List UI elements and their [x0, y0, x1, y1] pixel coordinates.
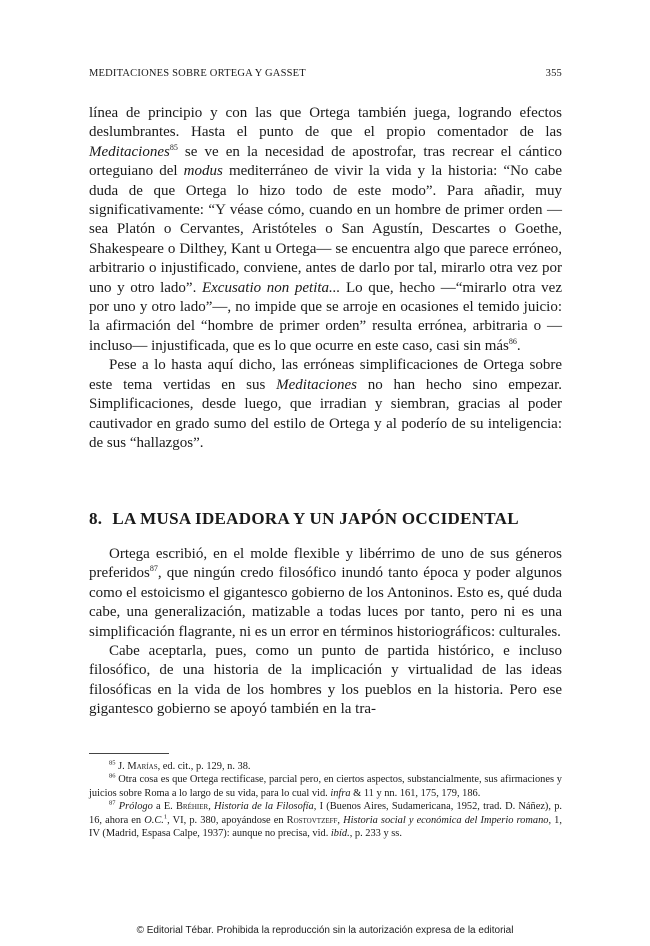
paragraph: línea de principio y con las que Ortega también juega, logrando efectos deslumbrantes. Hasta el punto de que el propio comentador de las Meditaciones$^{85}$ se ve en la necesidad de apostrofar, tras recrear el cántico orteguiano del modus mediterráneo de vivir la vida y la historia: “No cabe duda de que Ortega lo hizo todo de este modo”. Para añadir, muy significativamente: “Y véase cómo, cuando en un hombre de primer orden —sea Platón o Cervantes, Aristóteles o San Agustín, Descartes o Goethe, Shakespeare o Dilthey, Kant u Ortega— se encuentra algo que parece erróneo, arbitrario o injustificado, conviene, antes de darlo por tal, mirarlo otra vez por uno y otro lado”. Excusatio non petita... Lo que, hecho —“mirarlo otra vez por uno y otro lado”—, no impide que se arroje en ocasiones el temido juicio: la afirmación del “hombre de primer orden” resulta errónea, arbitraria o —incluso— injustificada, que es lo que ocurre en este caso, casi sin más$^{86}$. — [89, 105, 562, 354]
section-heading — [89, 509, 562, 529]
footnote-ref-85[interactable]: 85 — [169, 142, 178, 152]
body-text-lower — [89, 545, 562, 720]
section-number: 8. — [89, 509, 103, 528]
footnotes — [89, 760, 562, 840]
paragraph: Pese a lo hasta aquí dicho, las erróneas simplificaciones de Ortega sobre este tema vertidas en sus Meditaciones no han hecho sino empezar. Simplificaciones, desde luego, que irradian y siembran, gracias al poder cautivador en grado sumo del estilo de Ortega y al poderío de su inteligencia: de sus “hallazgos”. — [89, 357, 562, 451]
page-number: 355 — [545, 68, 562, 79]
footnote-divider — [89, 753, 169, 754]
running-header — [89, 68, 562, 82]
section-title: LA MUSA IDEADORA Y UN JAPÓN OCCIDENTAL — [112, 509, 519, 528]
footnote-ref-87[interactable]: 87 — [149, 564, 158, 574]
paragraph: Cabe aceptarla, pues, como un punto de partida histórico, e incluso filosófico, de una historia de la implicación y virtualidad de las ideas filosóficas en la vida de los hombres y los pueblos en la historia. Pero ese gigantesco gobierno se apoyó también en la tra- — [89, 643, 562, 718]
footnote-87: $^{87}$ Prólogo a E. Bréhier, Historia de la Filosofía, I (Buenos Aires, Sudamericana, 1952, trad. D. Náñez), p. 16, ahora en O.C.$^1$, VI, p. 380, apoyándose en Rostovtzeff, Historia social y económica del Imperio romano, 1, IV (Madrid, Espasa Calpe, 1937): aunque no precisa, vid. ibíd., p. 233 y ss. — [89, 799, 563, 840]
copyright-footer: © Editorial Tébar. Prohibida la reproducción sin la autorización expresa de la editorial — [136, 925, 514, 936]
paragraph: Ortega escribió, en el molde flexible y libérrimo de uno de sus géneros preferidos$^{87}$, que ningún credo filosófico inundó tanto época y poder algunos como el estoicismo el gigantesco gobierno de los Antoninos. Esto es, qué duda cabe, una generalización, matizable a todas luces por tanto, pero ni es una simplificación flagrante, ni es un error en términos historiográficos: culturales. — [89, 546, 562, 640]
footnote-86: $^{86}$ Otra cosa es que Ortega rectificase, parcial pero, en ciertos aspectos, substancialmente, sus afirmaciones y juicios sobre Roma a lo largo de su vida, para lo cual vid. infra & 11 y nn. 161, 175, 179, 186. — [89, 772, 562, 799]
footnote-ref-86[interactable]: 86 — [508, 336, 517, 346]
running-title: MEDITACIONES SOBRE ORTEGA Y GASSET — [89, 68, 306, 79]
body-text-upper — [89, 104, 562, 453]
footnote-85: $^{85}$ J. Marías, ed. cit., p. 129, n. 38. — [109, 759, 251, 772]
